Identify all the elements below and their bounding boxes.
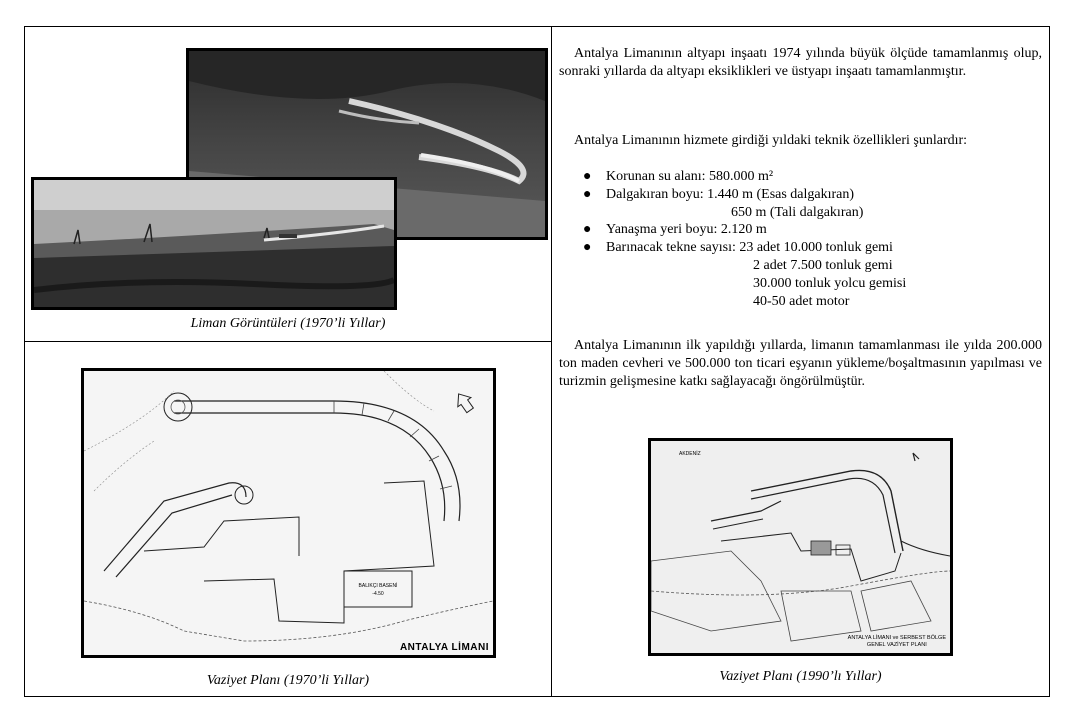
plan-1970-stamp: ANTALYA LİMANI: [399, 642, 489, 653]
spec-value: 30.000 tonluk yolcu gemisi: [753, 275, 907, 291]
spec-item: ● Barınacak tekne sayısı: 23 adet 10.000 tonluk gemi: [583, 240, 893, 256]
spec-label: Dalgakıran boyu:: [606, 186, 704, 202]
spec-label: Yanaşma yeri boyu:: [606, 222, 718, 238]
sea-label: AKDENİZ: [679, 451, 701, 457]
photos-caption: Liman Görüntüleri (1970’li Yıllar): [190, 316, 386, 331]
column-divider: [551, 26, 552, 697]
specs-list: [583, 168, 1023, 310]
spec-value: 23 adet 10.000 tonluk gemi: [739, 240, 893, 256]
spec-value: 2.120 m: [720, 222, 767, 238]
plan-1990-title-line: ANTALYA LİMANI ve SERBEST BÖLGE: [847, 635, 946, 641]
site-plan-1990: [648, 438, 953, 656]
spec-value: 2 adet 7.500 tonluk gemi: [753, 257, 893, 273]
plan-1970-caption: Vaziyet Planı (1970’li Yıllar): [206, 673, 370, 688]
site-plan-1970: [81, 368, 496, 658]
spec-item: ● Korunan su alanı: 580.000 m²: [583, 169, 774, 184]
spec-item-continuation: [583, 257, 1023, 275]
spec-item-continuation: [583, 204, 1023, 222]
spec-item-continuation: [583, 293, 1023, 311]
spec-value: 580.000 m²: [709, 169, 774, 184]
plan-1990-title: [848, 635, 946, 649]
spec-item: ● Yanaşma yeri boyu: 2.120 m: [583, 222, 767, 238]
closing-paragraph: Antalya Limanının ilk yapıldığı yıllarda, limanın tamamlanması ile yılda 200.000 ton maden cevheri ve 500.000 ton ticari eşyanın yükleme/boşaltmasının yapılması ve turizmin gelişmesine katkı sağlayacağı öngörülmüştür.: [559, 338, 1042, 389]
specs-intro: Antalya Limanının hizmete girdiği yıldaki teknik özellikleri şunlardır:: [574, 133, 968, 148]
basin-label: BALIKÇI BASENİ: [358, 583, 398, 589]
harbour-photo-panorama: [31, 177, 397, 310]
spec-value: 1.440 m (Esas dalgakıran): [707, 186, 855, 202]
spec-value: 650 m (Tali dalgakıran): [731, 204, 864, 220]
plan-1990-title-line: GENEL VAZİYET PLANI: [866, 642, 927, 648]
spec-item: ● Dalgakıran boyu: 1.440 m (Esas dalgakıran): [583, 186, 855, 202]
row-divider: [24, 341, 552, 342]
spec-item-continuation: [583, 275, 1023, 293]
plan-1990-caption: Vaziyet Planı (1990’lı Yıllar): [719, 669, 882, 684]
intro-paragraph: Antalya Limanının altyapı inşaatı 1974 yılında büyük ölçüde tamamlanmış olup, sonraki yıllarda da altyapı eksiklikleri ve üstyapı inşaatı tamamlanmıştır.: [559, 46, 1042, 79]
spec-value: 40-50 adet motor: [753, 293, 850, 309]
basin-depth: -4.50: [372, 591, 384, 597]
spec-label: Korunan su alanı:: [606, 169, 706, 184]
spec-label: Barınacak tekne sayısı:: [606, 240, 736, 256]
